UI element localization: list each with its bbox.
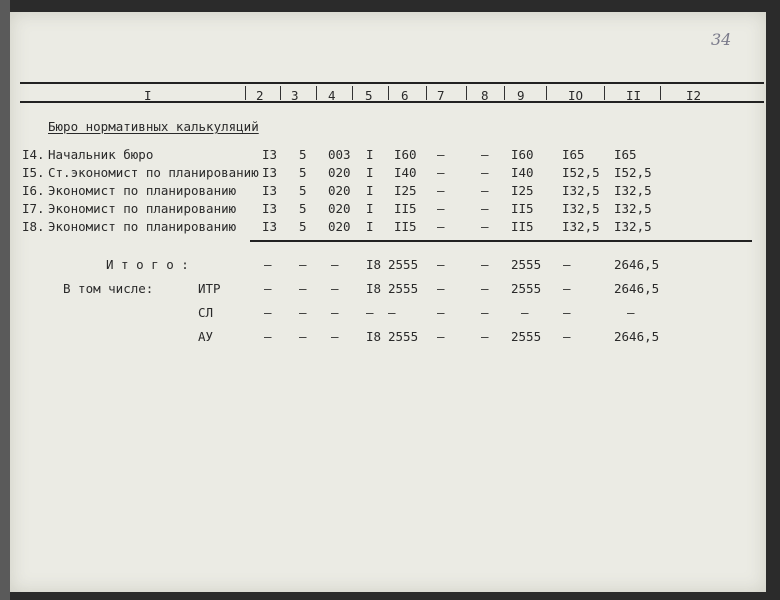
- cell-col-4: –: [331, 281, 339, 296]
- cell-col-4: 020: [328, 201, 351, 216]
- cell-col-11: I52,5: [614, 165, 652, 180]
- breakdown-category: ИТР: [198, 281, 221, 296]
- cell-col-6: 2555: [388, 257, 419, 272]
- cell-col-7: –: [437, 147, 445, 162]
- cell-col-2: I3: [262, 183, 278, 198]
- col-divider: [504, 86, 505, 100]
- cell-col-8: –: [481, 183, 489, 198]
- cell-col-5: I: [366, 165, 374, 180]
- header-col-8: 8: [481, 88, 489, 103]
- col-divider: [245, 86, 246, 100]
- header-col-4: 4: [328, 88, 336, 103]
- cell-col-6: 2555: [388, 281, 419, 296]
- cell-col-2: I3: [262, 201, 278, 216]
- cell-col-3: 5: [299, 201, 307, 216]
- cell-col-8: –: [481, 165, 489, 180]
- cell-col-7: –: [437, 305, 445, 320]
- cell-col-5: I: [366, 219, 374, 234]
- cell-col-6: –: [388, 305, 396, 320]
- cell-col-7: –: [437, 183, 445, 198]
- row-number: I5.: [22, 165, 45, 180]
- cell-col-9: II5: [511, 219, 534, 234]
- cell-col-7: –: [437, 329, 445, 344]
- cell-col-5: I: [366, 147, 374, 162]
- cell-col-8: –: [481, 329, 489, 344]
- cell-col-11: I32,5: [614, 201, 652, 216]
- cell-col-9: 2555: [511, 257, 542, 272]
- cell-col-4: 020: [328, 165, 351, 180]
- row-number: I8.: [22, 219, 45, 234]
- cell-col-2: –: [264, 329, 272, 344]
- cell-col-10: –: [563, 281, 571, 296]
- cell-col-7: –: [437, 281, 445, 296]
- cell-col-10: –: [563, 305, 571, 320]
- section-title: Бюро нормативных калькуляций: [48, 119, 259, 134]
- cell-col-9: –: [521, 305, 529, 320]
- cell-col-6: I60: [394, 147, 417, 162]
- col-divider: [280, 86, 281, 100]
- cell-col-10: –: [563, 257, 571, 272]
- cell-col-11: I32,5: [614, 183, 652, 198]
- cell-col-3: 5: [299, 219, 307, 234]
- cell-col-9: 2555: [511, 329, 542, 344]
- cell-col-4: –: [331, 257, 339, 272]
- cell-col-4: –: [331, 305, 339, 320]
- col-divider: [388, 86, 389, 100]
- cell-col-4: –: [331, 329, 339, 344]
- cell-col-3: –: [299, 257, 307, 272]
- cell-col-10: I65: [562, 147, 585, 162]
- cell-col-9: I60: [511, 147, 534, 162]
- cell-col-11: I65: [614, 147, 637, 162]
- cell-col-11: 2646,5: [614, 329, 660, 344]
- cell-col-3: 5: [299, 183, 307, 198]
- cell-col-6: I25: [394, 183, 417, 198]
- cell-col-5: –: [366, 305, 374, 320]
- cell-col-11: 2646,5: [614, 257, 660, 272]
- cell-col-8: –: [481, 257, 489, 272]
- cell-col-5: I8: [366, 257, 382, 272]
- page-number: 34: [711, 30, 732, 49]
- row-title: Ст.экономист по планированию: [48, 165, 259, 180]
- cell-col-10: I32,5: [562, 201, 600, 216]
- header-top-rule: [20, 82, 764, 84]
- col-divider: [316, 86, 317, 100]
- col-divider: [426, 86, 427, 100]
- cell-col-2: I3: [262, 147, 278, 162]
- cell-col-4: 020: [328, 183, 351, 198]
- cell-col-6: II5: [394, 219, 417, 234]
- col-divider: [546, 86, 547, 100]
- header-col-10: IO: [568, 88, 584, 103]
- cell-col-10: I52,5: [562, 165, 600, 180]
- cell-col-7: –: [437, 219, 445, 234]
- header-col-11: II: [626, 88, 642, 103]
- row-title: Экономист по планированию: [48, 219, 237, 234]
- breakdown-category: АУ: [198, 329, 214, 344]
- cell-col-5: I: [366, 183, 374, 198]
- header-bottom-rule: [20, 101, 764, 103]
- cell-col-9: 2555: [511, 281, 542, 296]
- row-number: I7.: [22, 201, 45, 216]
- cell-col-5: I8: [366, 281, 382, 296]
- totals-label: И т о г о :: [106, 257, 189, 272]
- cell-col-6: I40: [394, 165, 417, 180]
- cell-col-4: 020: [328, 219, 351, 234]
- binding-edge: [0, 0, 10, 600]
- row-number: I4.: [22, 147, 45, 162]
- cell-col-5: I: [366, 201, 374, 216]
- cell-col-9: I25: [511, 183, 534, 198]
- col-divider: [604, 86, 605, 100]
- cell-col-11: I32,5: [614, 219, 652, 234]
- cell-col-7: –: [437, 165, 445, 180]
- cell-col-3: –: [299, 305, 307, 320]
- header-col-5: 5: [365, 88, 373, 103]
- cell-col-3: 5: [299, 147, 307, 162]
- cell-col-9: I40: [511, 165, 534, 180]
- cell-col-8: –: [481, 201, 489, 216]
- col-divider: [352, 86, 353, 100]
- breakdown-category: СЛ: [198, 305, 214, 320]
- header-col-3: 3: [291, 88, 299, 103]
- header-col-12: I2: [686, 88, 702, 103]
- cell-col-5: I8: [366, 329, 382, 344]
- cell-col-8: –: [481, 281, 489, 296]
- header-col-7: 7: [437, 88, 445, 103]
- col-divider: [660, 86, 661, 100]
- cell-col-9: II5: [511, 201, 534, 216]
- cell-col-10: I32,5: [562, 219, 600, 234]
- col-divider: [466, 86, 467, 100]
- cell-col-8: –: [481, 305, 489, 320]
- cell-col-11: 2646,5: [614, 281, 660, 296]
- cell-col-7: –: [437, 201, 445, 216]
- cell-col-2: –: [264, 257, 272, 272]
- cell-col-11: –: [627, 305, 635, 320]
- row-title: Экономист по планированию: [48, 201, 237, 216]
- cell-col-10: –: [563, 329, 571, 344]
- header-col-9: 9: [517, 88, 525, 103]
- cell-col-4: 003: [328, 147, 351, 162]
- cell-col-2: I3: [262, 219, 278, 234]
- row-number: I6.: [22, 183, 45, 198]
- cell-col-2: –: [264, 305, 272, 320]
- cell-col-7: –: [437, 257, 445, 272]
- cell-col-6: 2555: [388, 329, 419, 344]
- cell-col-8: –: [481, 219, 489, 234]
- row-title: Экономист по планированию: [48, 183, 237, 198]
- table-bottom-rule: [250, 240, 752, 242]
- row-title: Начальник бюро: [48, 147, 154, 162]
- cell-col-8: –: [481, 147, 489, 162]
- header-col-6: 6: [401, 88, 409, 103]
- header-col-2: 2: [256, 88, 264, 103]
- header-col-1: I: [144, 88, 152, 103]
- breakdown-label: В том числе:: [63, 281, 154, 296]
- cell-col-10: I32,5: [562, 183, 600, 198]
- cell-col-3: –: [299, 329, 307, 344]
- cell-col-6: II5: [394, 201, 417, 216]
- cell-col-2: I3: [262, 165, 278, 180]
- cell-col-3: 5: [299, 165, 307, 180]
- cell-col-3: –: [299, 281, 307, 296]
- cell-col-2: –: [264, 281, 272, 296]
